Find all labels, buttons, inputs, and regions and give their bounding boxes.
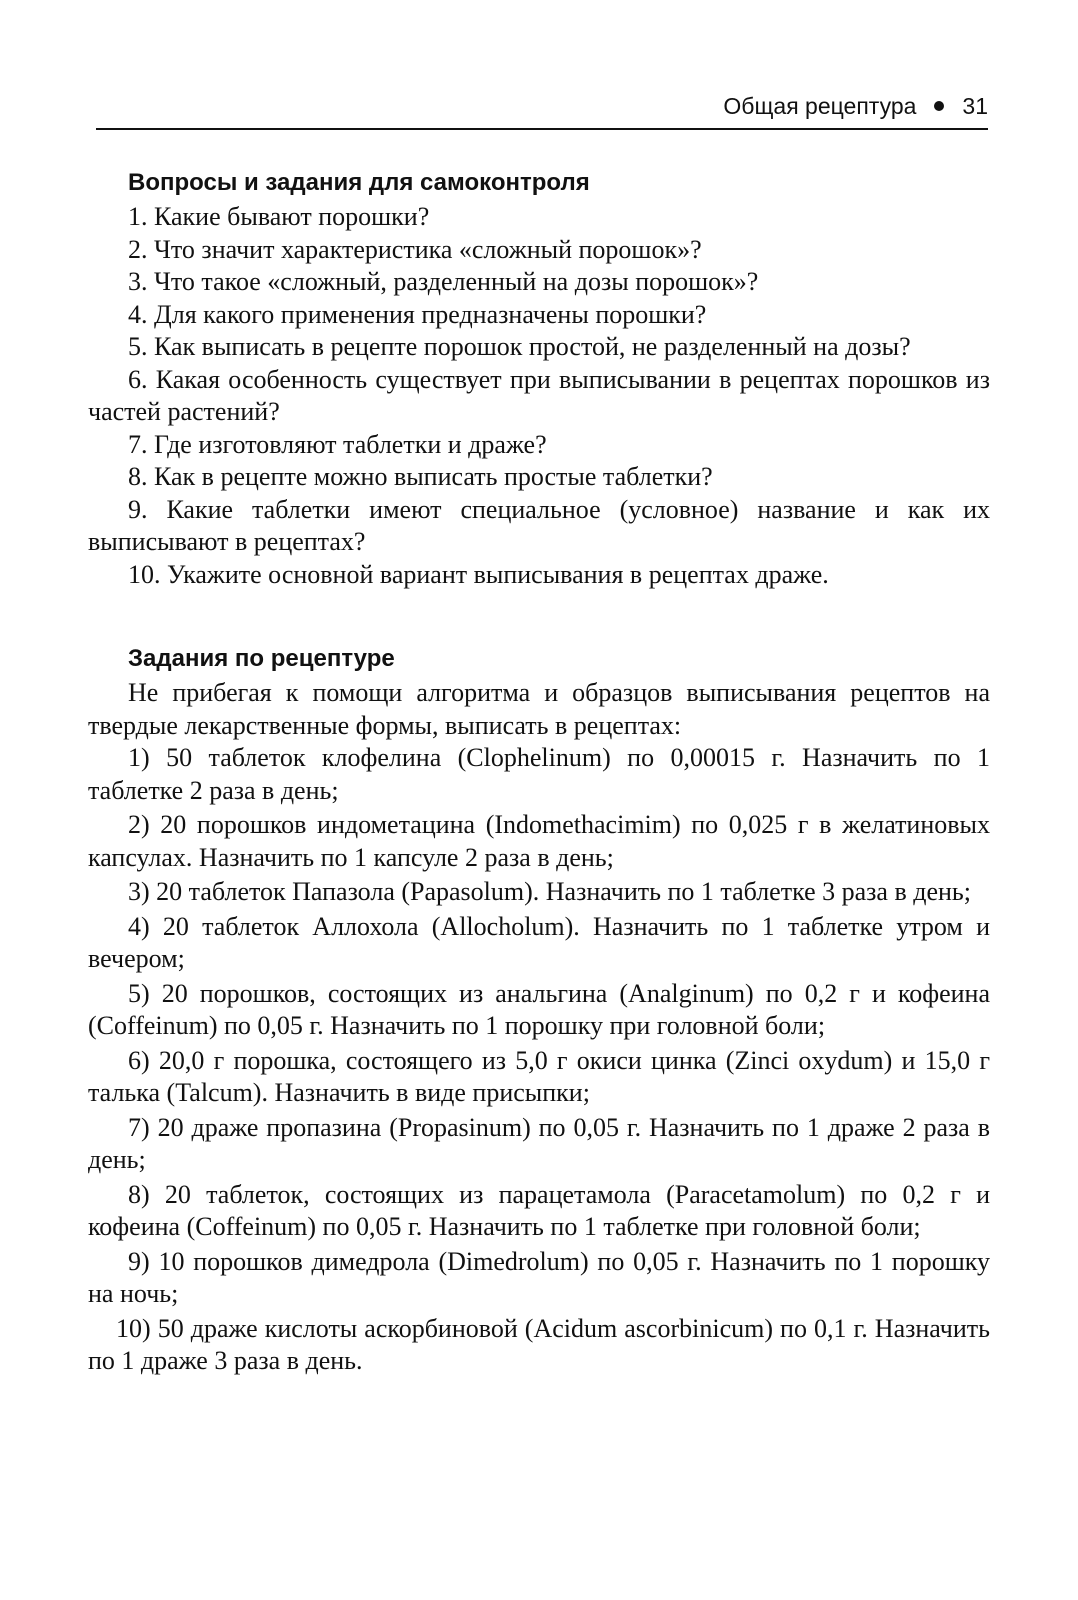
task-number: 4)	[128, 911, 150, 941]
task-number: 10)	[116, 1313, 151, 1343]
question-text: Укажите основной вариант выписывания в рецептах драже.	[167, 559, 829, 589]
task-item	[88, 1045, 990, 1110]
task-text: 20 таблеток Аллохола (Allocholum). Назначить по 1 таблетке утром и вечером;	[88, 911, 990, 973]
question-text: Какие бывают порошки?	[154, 202, 430, 231]
question-number: 3.	[128, 267, 148, 296]
task-number: 9)	[128, 1246, 150, 1276]
question-text: Что значит характеристика «сложный порошок»?	[154, 234, 702, 264]
question-number: 10.	[128, 559, 161, 589]
task-item	[88, 1313, 990, 1378]
question-number: 8.	[128, 462, 148, 491]
task-number: 3)	[128, 877, 150, 906]
task-number: 8)	[128, 1179, 150, 1209]
task-item	[88, 876, 990, 909]
task-text: 20 таблеток, состоящих из парацетамола (Paracetamolum) по 0,2 г и кофеина (Coffeinum) по 0,05 г. Назначить по 1 таблетке при головной боли;	[88, 1179, 991, 1241]
question-text: Как выписать в рецепте порошок простой, не разделенный на дозы?	[154, 332, 911, 361]
question-number: 1.	[128, 202, 148, 231]
question-item	[88, 266, 990, 299]
task-number: 1)	[128, 743, 150, 772]
question-item	[88, 461, 990, 494]
running-header	[96, 88, 988, 130]
question-number: 5.	[128, 332, 148, 361]
task-item	[88, 911, 990, 976]
question-item	[88, 364, 990, 429]
task-text: 20,0 г порошка, состоящего из 5,0 г окиси цинка (Zinci oxydum) и 15,0 г талька (Talcum). Назначить в виде присыпки;	[88, 1045, 990, 1107]
task-item	[88, 809, 990, 874]
question-text: Какая особенность существует при выписывании в рецептах порошков из частей растений?	[88, 364, 990, 426]
questions-list	[88, 201, 990, 591]
tasks-heading: Задания по рецептуре	[128, 645, 395, 672]
header-section-title: Общая рецептура	[723, 93, 917, 119]
task-number: 6)	[128, 1045, 150, 1075]
question-text: Какие таблетки имеют специальное (условное) название и как их выписывают в рецептах?	[88, 494, 991, 556]
question-number: 2.	[128, 234, 148, 264]
task-text: 20 порошков индометацина (Indomethacimim) по 0,025 г в желатиновых капсулах. Назначить по 1 капсуле 2 раза в день;	[88, 810, 991, 872]
tasks-intro: Не прибегая к помощи алгоритма и образцов выписывания рецептов на твердые лекарственные формы, выписать в рецептах:	[88, 678, 990, 740]
page-number: 31	[962, 93, 988, 119]
question-item	[88, 234, 990, 267]
question-number: 4.	[128, 299, 148, 329]
task-text: 50 драже кислоты аскорбиновой (Acidum ascorbinicum) по 0,1 г. Назначить по 1 драже 3 раза в день.	[88, 1313, 990, 1375]
task-number: 2)	[128, 810, 150, 839]
task-item	[88, 1112, 990, 1177]
task-item	[88, 1246, 990, 1311]
task-text: 20 таблеток Папазола (Papasolum). Назначить по 1 таблетке 3 раза в день;	[156, 877, 971, 906]
question-item	[88, 429, 990, 462]
question-text: Что такое «сложный, разделенный на дозы порошок»?	[154, 267, 759, 296]
question-item	[88, 331, 990, 364]
task-item	[88, 978, 990, 1043]
task-text: 20 драже пропазина (Propasinum) по 0,05 г. Назначить по 1 драже 2 раза в день;	[88, 1112, 991, 1174]
question-number: 7.	[128, 429, 148, 459]
page-content	[88, 165, 990, 1380]
task-text: 20 порошков, состоящих из анальгина (Analginum) по 0,2 г и кофеина (Coffeinum) по 0,05 г. Назначить по 1 порошку при головной боли;	[88, 978, 990, 1040]
task-number: 7)	[128, 1112, 150, 1142]
task-number: 5)	[128, 978, 150, 1008]
question-text: Как в рецепте можно выписать простые таблетки?	[154, 462, 713, 491]
task-item	[88, 742, 990, 807]
section-spacer	[88, 591, 990, 641]
questions-heading: Вопросы и задания для самоконтроля	[128, 169, 590, 196]
question-item	[88, 299, 990, 332]
task-item	[88, 1179, 990, 1244]
question-text: Для какого применения предназначены порошки?	[154, 299, 707, 329]
question-number: 9.	[128, 494, 148, 524]
question-item	[88, 201, 990, 234]
bullet-icon	[934, 101, 944, 111]
question-number: 6.	[128, 364, 148, 394]
question-item	[88, 494, 990, 559]
question-text: Где изготовляют таблетки и драже?	[154, 429, 547, 459]
task-text: 10 порошков димедрола (Dimedrolum) по 0,05 г. Назначить по 1 порошку на ночь;	[88, 1246, 991, 1308]
tasks-list	[88, 742, 990, 1378]
question-item	[88, 559, 990, 592]
task-text: 50 таблеток клофелина (Clophelinum) по 0,00015 г. Назначить по 1 таблетке 2 раза в день;	[88, 743, 990, 805]
